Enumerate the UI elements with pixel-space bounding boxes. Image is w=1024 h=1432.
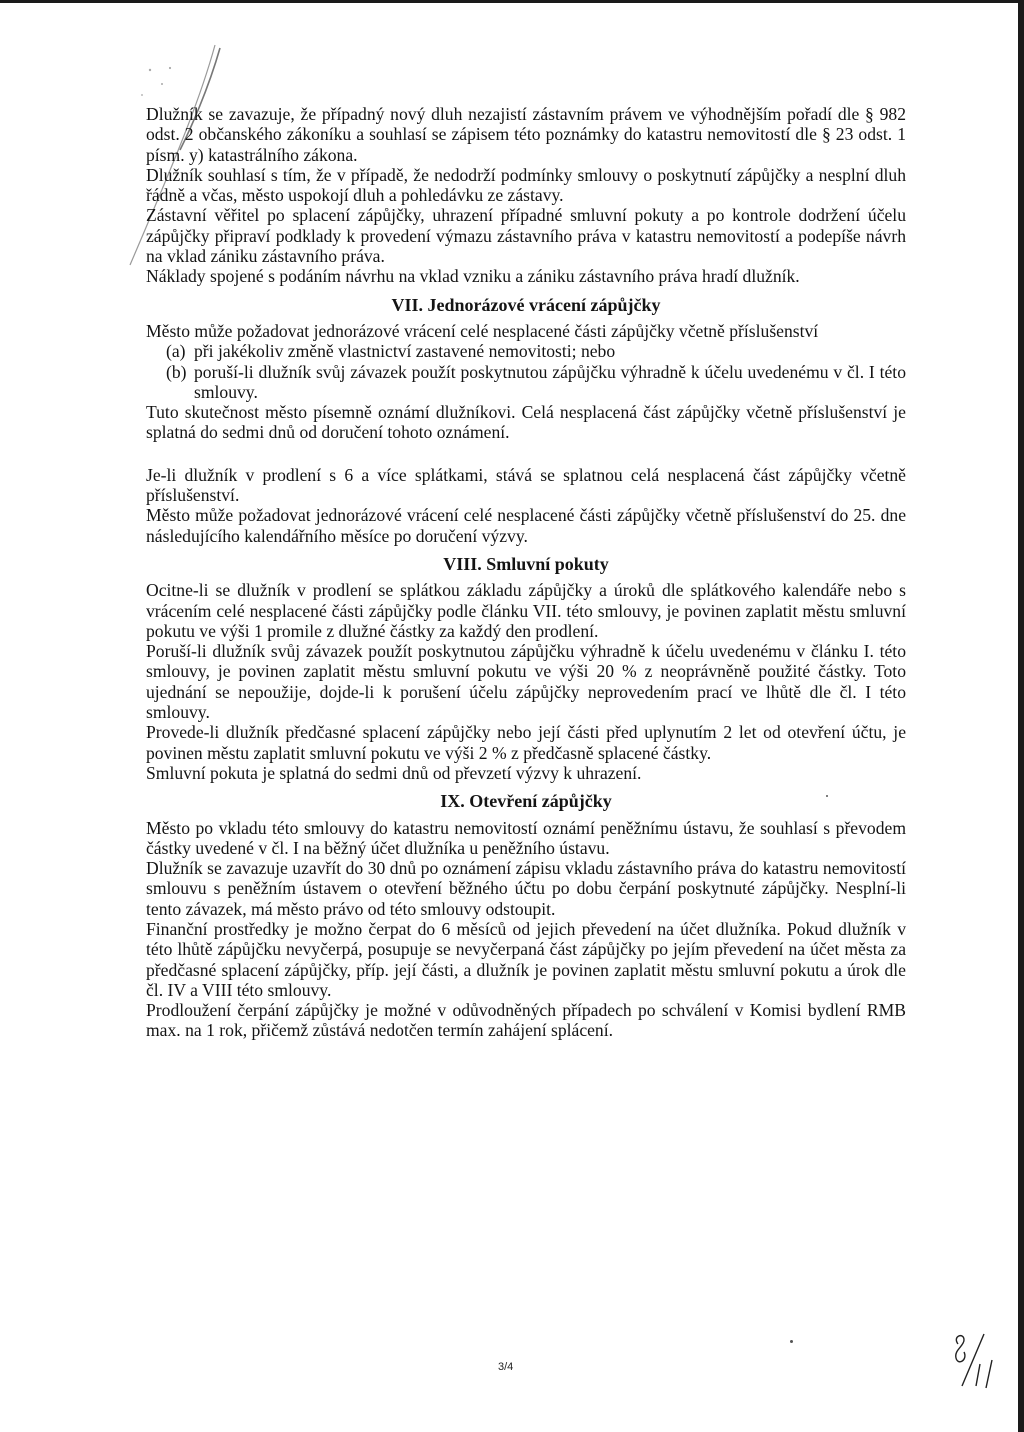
paragraph-vii-after: Tuto skutečnost město písemně oznámí dlužníkovi. Celá nesplacená část zápůjčky včetně příslušenství je splatná do sedmi dnů od doručení tohoto oznámení.: [146, 402, 906, 443]
paragraph-ix-1: Město po vkladu této smlouvy do katastru nemovitostí oznámí peněžnímu ústavu, že souhlasí s převodem částky uvedené v čl. I na běžný účet dlužníka u peněžního ústavu.: [146, 817, 906, 858]
list-item-b: [166, 362, 906, 403]
paragraph-viii-1: Ocitne-li se dlužník v prodlení se splátkou základu zápůjčky a úroků dle splátkového kalendáře nebo s vrácením celé nesplacené části zápůjčky podle článku VII. této smlouvy, je povinen zaplatit městu smluvní pokutu ve výši 1 promile z dlužné částky za každý den prodlení.: [146, 580, 906, 641]
paragraph-zastava-4: Náklady spojené s podáním návrhu na vklad vzniku a zániku zástavního práva hradí dlužník.: [146, 266, 800, 287]
paragraph-vii-prodleni: Je-li dlužník v prodlení s 6 a více splátkami, stává se splatnou celá nesplacená část zápůjčky včetně příslušenství.: [146, 464, 906, 506]
paragraph-viii-4: Smluvní pokuta je splatná do sedmi dnů od převzetí výzvy k uhrazení.: [146, 762, 642, 783]
paragraph-ix-2: Dlužník se zavazuje uzavřít do 30 dnů po oznámení zápisu vkladu zástavního práva do katastru nemovitostí smlouvu s peněžním ústavem o otevření běžného účtu po dobu čerpání poskytnuté zápůjčky. Nesplní-li tento závazek, má město právo od této smlouvy odstoupit.: [146, 858, 906, 919]
paragraph-zastava-2: Dlužník souhlasí s tím, že v případě, že nedodrží podmínky smlouvy o poskytnutí zápůjčky a nesplní dluh řádně a včas, město uspokojí dluh a pohledávku ze zástavy.: [146, 164, 906, 206]
paragraph-vii-vyzva: Město může požadovat jednorázové vrácení celé nesplacené části zápůjčky včetně příslušenství do 25. dne následujícího kalendářního měsíce po doručení výzvy.: [146, 505, 906, 546]
list-marker-a: (a): [166, 341, 186, 362]
paragraph-zastava-3: Zástavní věřitel po splacení zápůjčky, uhrazení případné smluvní pokuty a po kontrole dodržení účelu zápůjčky připraví podklady k provedení výmazu zástavního práva v katastru nemovitostí a podepíše návrh na vklad zániku zástavního práva.: [146, 205, 906, 267]
paragraph-ix-4: Prodloužení čerpání zápůjčky je možné v odůvodněných případech po schválení v Komisi bydlení RMB max. na 1 rok, přičemž zůstává nedotčen termín zahájení splácení.: [146, 1000, 906, 1041]
list-marker-b: (b): [166, 361, 187, 382]
paragraph-vii-intro: Město může požadovat jednorázové vrácení celé nesplacené části zápůjčky včetně příslušenství: [146, 320, 819, 341]
paragraph-ix-3: Finanční prostředky je možno čerpat do 6 měsíců od jejich převedení na účet dlužníka. Pokud dlužník v této lhůtě zápůjčku nevyčerpá, posupuje se nevyčerpaná část zápůjčky po jejím převedení na účet města za předčasné splacení zápůjčky, příp. její části, a dlužník je povinen zaplatit městu smluvní pokutu a úrok dle čl. IV a VIII této smlouvy.: [146, 918, 906, 1000]
section-heading-ix: IX. Otevření zápůjčky: [440, 791, 612, 812]
page-number: 3/4: [498, 1361, 514, 1373]
list-text-b: poruší-li dlužník svůj závazek použít poskytnutou zápůjčku výhradně k účelu uvedenému v čl. I této smlouvy.: [194, 361, 906, 402]
list-item-a: [166, 341, 906, 361]
section-heading-vii: VII. Jednorázové vrácení zápůjčky: [391, 294, 661, 315]
paragraph-viii-3: Provede-li dlužník předčasné splacení zápůjčky nebo její části před uplynutím 2 let od otevření účtu, je povinen městu zaplatit smluvní pokutu ve výši 2 % z předčasně splacené částky.: [146, 722, 906, 763]
document-body: [146, 104, 906, 1041]
section-heading-viii: VIII. Smluvní pokuty: [443, 553, 609, 574]
scan-speck: [826, 795, 828, 797]
paragraph-viii-2: Poruší-li dlužník svůj závazek použít poskytnutou zápůjčku výhradně k účelu uvedenému v článku I. této smlouvy, je povinen zaplatit městu smluvní pokutu ve výši 20 % z neoprávněně použité částky. Toto ujednání se nepoužije, dojde-li k porušení účelu zápůjčky neprovedením prací ve lhůtě dle čl. I této smlouvy.: [146, 641, 906, 723]
scan-speck: [790, 1340, 793, 1343]
paragraph-zastava-1: Dlužník se zavazuje, že případný nový dluh nezajistí zástavním právem ve výhodnějším pořadí dle § 982 odst. 2 občanského zákoníku a souhlasí se zápisem této poznámky do katastru nemovitostí dle § 23 odst. 1 písm. y) katastrálního zákona.: [146, 104, 906, 165]
handwritten-page-mark: [950, 1330, 1000, 1390]
list-text-a: při jakékoliv změně vlastnictví zastavené nemovitosti; nebo: [194, 341, 616, 362]
